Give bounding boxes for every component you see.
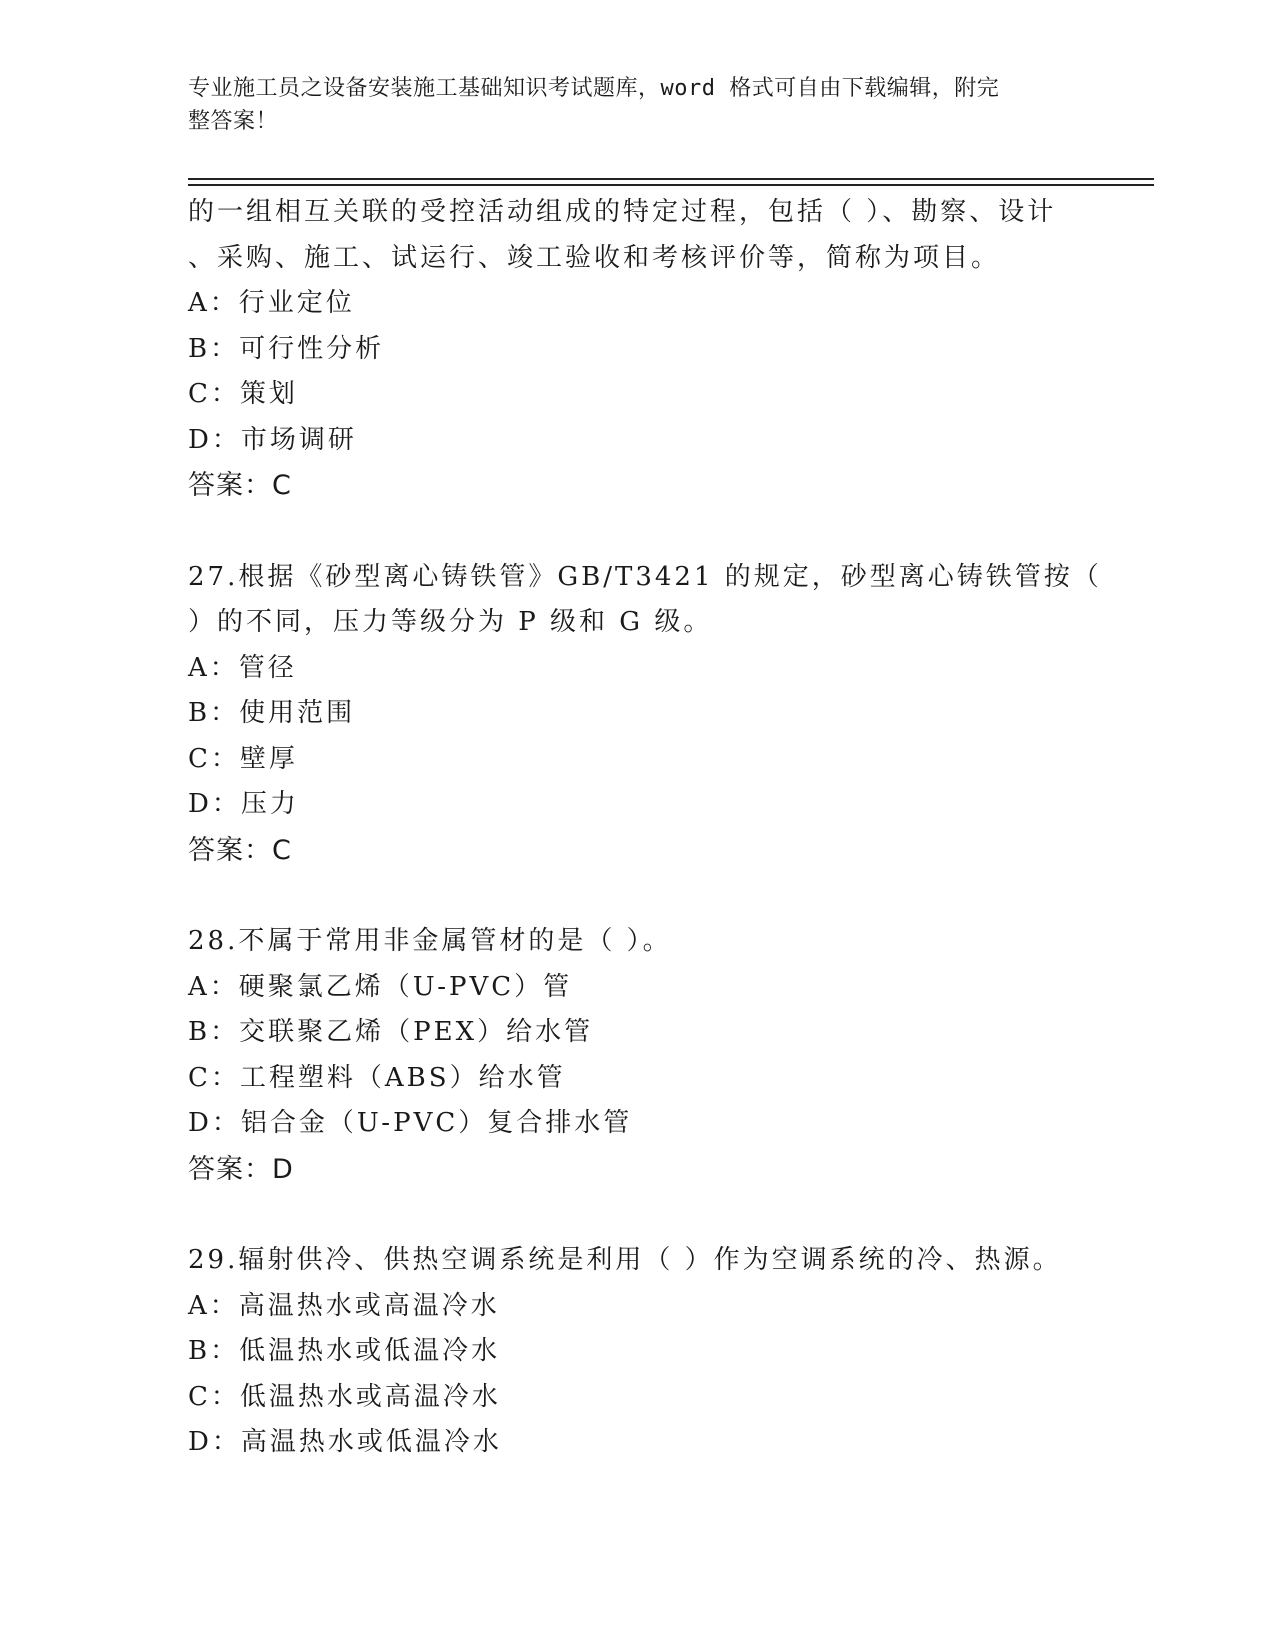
header-line-1: 专业施工员之设备安装施工基础知识考试题库，word 格式可自由下载编辑，附完 [188,76,1000,101]
question-stem-line: 的一组相互关联的受控活动组成的特定过程，包括（ ）、勘察、设计 [188,197,1057,227]
spacer [188,1192,1118,1238]
spacer [188,873,1118,919]
option-b: B：使用范围 [188,698,356,728]
option-a: A：硬聚氯乙烯（U-PVC）管 [188,971,573,1002]
option-c: C：策划 [188,379,298,409]
answer-label: 答案：C [188,834,292,866]
spacer [188,509,1118,555]
question-stem-line: 28.不属于常用非金属管材的是（ ）。 [188,926,672,956]
option-a: A：管径 [188,652,297,683]
header-line-2: 整答案！ [188,109,279,134]
answer-label: 答案：D [188,1153,294,1185]
question-stem-line: 、采购、施工、试运行、竣工验收和考核评价等，简称为项目。 [188,242,1001,273]
question-27 [188,555,1118,874]
question-fragment [188,190,1118,509]
option-c: C：工程塑料（ABS）给水管 [188,1062,566,1093]
question-content [188,190,1118,1466]
option-b: B：可行性分析 [188,333,385,364]
question-29 [188,1238,1118,1466]
question-stem-line: 29.辐射供冷、供热空调系统是利用（ ）作为空调系统的冷、热源。 [188,1245,1062,1275]
option-a: A：行业定位 [188,288,355,318]
page-header [188,72,1088,138]
question-28 [188,919,1118,1192]
question-stem-line: 27.根据《砂型离心铸铁管》GB/T3421 的规定，砂型离心铸铁管按（ [188,561,1102,592]
option-a: A：高温热水或高温冷水 [188,1290,500,1321]
answer-label: 答案：C [188,470,292,501]
question-stem-line: ）的不同，压力等级分为 P 级和 G 级。 [188,607,713,637]
option-c: C：壁厚 [188,743,298,774]
header-rule-bottom [188,184,1154,186]
option-d: D：压力 [188,789,299,819]
option-d: D：铝合金（U-PVC）复合排水管 [188,1108,633,1138]
option-b: B：交联聚乙烯（PEX）给水管 [188,1017,594,1047]
option-c: C：低温热水或高温冷水 [188,1381,501,1412]
option-d: D：市场调研 [188,424,357,455]
option-b: B：低温热水或低温冷水 [188,1336,501,1366]
header-rule-top [188,178,1154,180]
option-d: D：高温热水或低温冷水 [188,1427,502,1457]
